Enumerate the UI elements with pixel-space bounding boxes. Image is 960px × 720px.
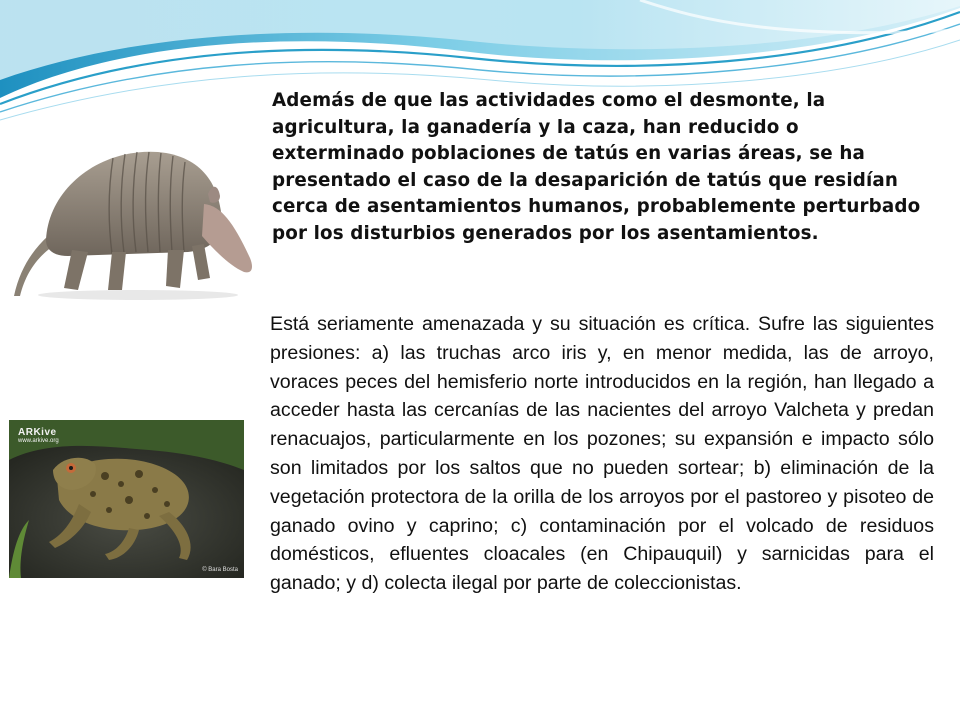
watermark-url: www.arkive.org	[18, 438, 59, 444]
paragraph-frog-threats: Está seriamente amenazada y su situación es crítica. Sufre las siguientes presiones: a) las truchas arco iris y, en menor medida, las de arroyo, voraces peces del hemisferio norte introducidos en la región, han llegado a acceder hasta las cercanías de las nacientes del arroyo Valcheta y predan renacuajos, particularmente en los pozones; su expansión e impacto sólo son limitados por los saltos que no pueden sortear; b) eliminación de la vegetación protectora de la orilla de los arroyos por el pastoreo y pisoteo de ganado ovino y caprino; c) contaminación por el volcado de residuos domésticos, efluentes cloacales (en Chipauquil) y sarnicidas para el ganado; y d) colecta ilegal por parte de coleccionistas.	[270, 313, 934, 595]
arkive-watermark	[18, 428, 59, 446]
paragraph-armadillo: Además de que las actividades como el desmonte, la agricultura, la ganadería y la caza, han reducido o exterminado poblaciones de tatús en varias áreas, se ha presentado el caso de la desaparición de tatús que residían cerca de asentamientos humanos, probablemente perturbado por los disturbios generados por los asentamientos.	[272, 90, 921, 244]
armadillo-photo	[8, 140, 260, 305]
watermark-title: ARKive	[18, 427, 57, 438]
frog-photo	[9, 420, 244, 578]
photo-credit: © Bara Bosta	[202, 567, 238, 573]
